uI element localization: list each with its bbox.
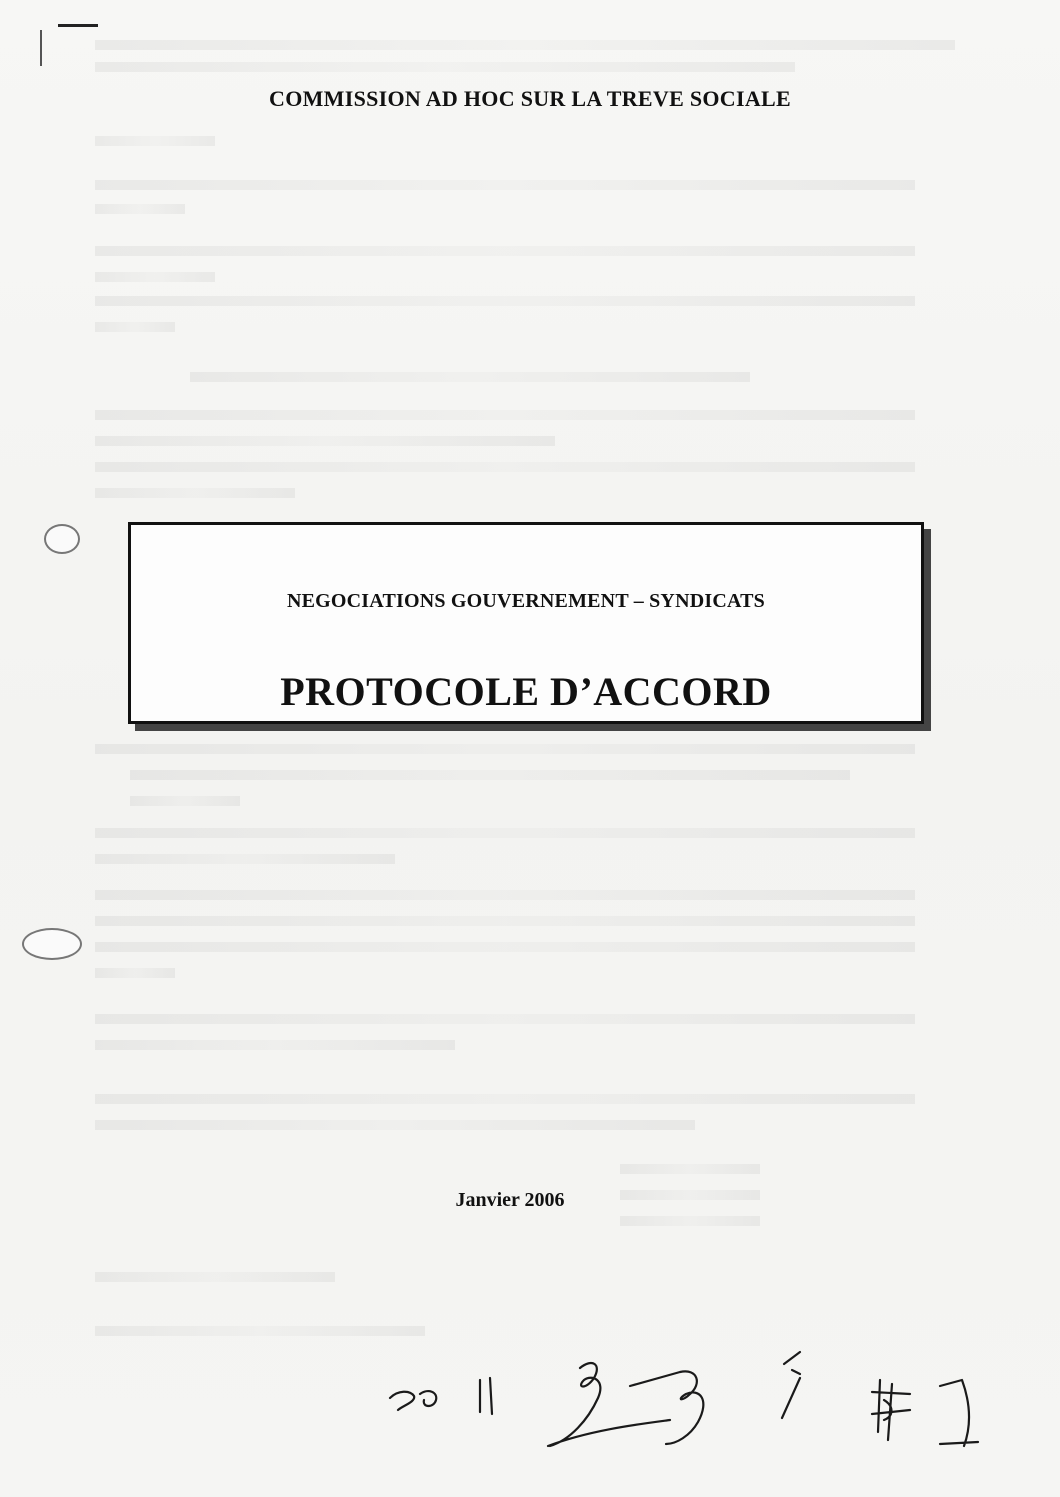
- bleed-through-line: [95, 40, 955, 50]
- bleed-through-line: [95, 488, 295, 498]
- bleed-through-line: [95, 1094, 915, 1104]
- bleed-through-line: [95, 1040, 455, 1050]
- protocol-title: PROTOCOLE D’ACCORD: [280, 669, 772, 714]
- bleed-through-line: [95, 1326, 425, 1336]
- bleed-through-line: [95, 968, 175, 978]
- bleed-through-line: [95, 272, 215, 282]
- bleed-through-line: [95, 204, 185, 214]
- bleed-through-line: [130, 796, 240, 806]
- punch-hole-icon: [44, 524, 80, 554]
- bleed-through-line: [95, 410, 915, 420]
- bleed-through-line: [95, 462, 915, 472]
- bleed-through-line: [190, 372, 750, 382]
- bleed-through-line: [95, 62, 795, 72]
- bleed-through-line: [95, 296, 915, 306]
- bleed-through-line: [95, 1120, 695, 1130]
- bleed-through-line: [95, 916, 915, 926]
- punch-hole-icon: [22, 928, 82, 960]
- bleed-through-line: [95, 854, 395, 864]
- negotiations-subtitle: NEGOCIATIONS GOUVERNEMENT – SYNDICATS: [286, 590, 766, 612]
- bleed-through-line: [95, 1272, 335, 1282]
- bleed-through-line: [95, 1014, 915, 1024]
- bleed-through-line: [95, 322, 175, 332]
- bleed-through-line: [620, 1216, 760, 1226]
- bleed-through-line: [95, 136, 215, 146]
- bleed-through-line: [620, 1164, 760, 1174]
- bleed-through-line: [130, 770, 850, 780]
- bleed-through-line: [95, 942, 915, 952]
- bleed-through-line: [95, 436, 555, 446]
- bleed-through-line: [95, 828, 915, 838]
- bleed-through-line: [95, 246, 915, 256]
- handwritten-signatures-icon: [380, 1350, 1000, 1470]
- bleed-through-line: [95, 890, 915, 900]
- bleed-through-line: [95, 744, 915, 754]
- bleed-through-line: [95, 180, 915, 190]
- commission-heading: COMMISSION AD HOC SUR LA TREVE SOCIALE: [269, 86, 791, 111]
- document-date: Janvier 2006: [455, 1189, 565, 1211]
- corner-mark: [58, 24, 98, 27]
- corner-mark: [40, 30, 42, 66]
